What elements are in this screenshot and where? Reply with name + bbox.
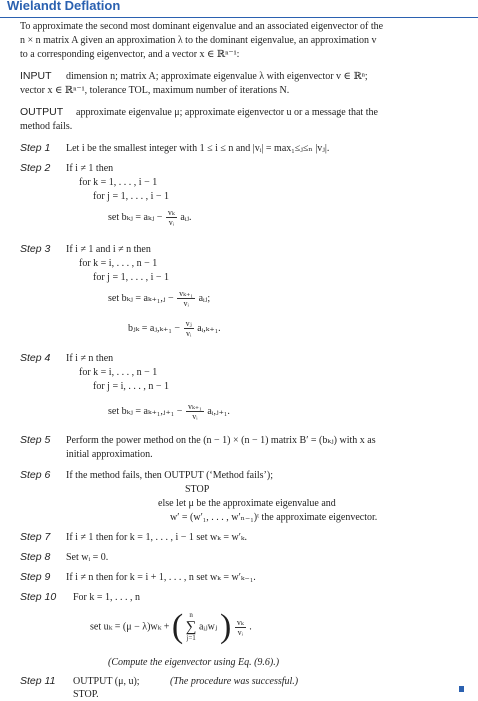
intro-line-3: to a corresponding eigenvector, and a vector x ∈ ℝⁿ⁻¹:	[20, 49, 240, 60]
step-4-den: vᵢ	[192, 412, 198, 421]
step-3-for-j: for j = 1, . . . , i − 1	[93, 272, 169, 283]
step-10-num: vₖ	[236, 617, 244, 627]
step-10-label: Step 10	[20, 591, 57, 603]
step-10-tail: .	[249, 621, 252, 633]
step-9-text: If i ≠ n then for k = i + 1, . . . , n set wₖ = w′ₖ₋₁.	[66, 572, 256, 583]
step-5-line-1: Perform the power method on the (n − 1) × (n − 1) matrix B′ = (bₖⱼ) with x as	[66, 435, 376, 446]
step-2-label: Step 2	[20, 162, 51, 174]
step-10-fraction	[235, 618, 246, 637]
step-3-fraction-2	[184, 319, 194, 338]
step-4-num: vₖ₊₁	[187, 402, 202, 411]
sum-operator	[186, 611, 197, 643]
step-4-formula	[108, 402, 230, 421]
intro-line-1: To approximate the second most dominant eigenvalue and an associated eigenvector of the	[20, 21, 384, 32]
step-4-for-j: for j = i, . . . , n − 1	[93, 381, 169, 392]
step-4-for-k: for k = i, . . . , n − 1	[79, 367, 158, 378]
sum-icon: ∑	[185, 619, 197, 635]
step-4-set: set bₖⱼ = aₖ₊₁,ⱼ₊₁ −	[108, 405, 183, 417]
step-4-label: Step 4	[20, 352, 51, 364]
step-10-den: vᵢ	[237, 627, 243, 637]
step-3-label: Step 3	[20, 243, 51, 255]
step-4-fraction	[186, 402, 204, 421]
step-10-for: For k = 1, . . . , n	[73, 592, 141, 603]
step-6-line-4: w′ = (w′₁, . . . , w′ₙ₋₁)ᵗ the approximate eigenvector.	[170, 512, 378, 523]
step-8-text: Set wᵢ = 0.	[66, 552, 109, 563]
input-label: INPUT	[20, 70, 52, 82]
step-10-comment: (Compute the eigenvector using Eq. (9.6).)	[108, 657, 280, 668]
step-11-comment: (The procedure was successful.)	[170, 676, 299, 687]
step-11-label: Step 11	[20, 675, 56, 687]
right-paren-icon: )	[220, 608, 232, 645]
step-11-output: OUTPUT (μ, u);	[73, 676, 140, 687]
step-2-for-j: for j = 1, . . . , i − 1	[93, 191, 169, 202]
output-line-2: method fails.	[20, 121, 73, 132]
step-3-num-1: vₖ₊₁	[179, 289, 194, 298]
sum-body: aᵢⱼwⱼ	[198, 621, 218, 633]
left-paren-icon: (	[171, 608, 184, 645]
step-6-line-3: else let μ be the approximate eigenvalue and	[158, 498, 336, 509]
step-6-label: Step 6	[20, 469, 51, 481]
step-2-tail: aᵢⱼ.	[180, 211, 192, 223]
step-9-label: Step 9	[20, 571, 51, 583]
step-5-label: Step 5	[20, 434, 51, 446]
step-1-text: Let i be the smallest integer with 1 ≤ i ≤ n and |vᵢ| = max₁≤ⱼ≤ₙ |vⱼ|.	[66, 143, 330, 154]
step-10-formula	[90, 610, 252, 650]
sum-upper-limit: n	[189, 611, 193, 619]
step-5-line-2: initial approximation.	[66, 449, 153, 460]
step-11-stop: STOP.	[73, 689, 99, 700]
step-3-fraction-1	[177, 289, 195, 308]
step-10-set: set uₖ = (μ − λ)wₖ +	[90, 621, 170, 633]
step-3-formula-2	[128, 319, 221, 338]
step-1-label: Step 1	[20, 142, 51, 154]
input-line-1: dimension n; matrix A; approximate eigenvalue λ with eigenvector v ∈ ℝⁿ;	[66, 71, 368, 82]
step-3-formula-1	[108, 289, 210, 308]
step-2-fraction	[166, 208, 177, 227]
step-2-num: vₖ	[167, 208, 175, 217]
step-4-if: If i ≠ n then	[66, 353, 114, 364]
step-3-set-1: set bₖⱼ = aₖ₊₁,ⱼ −	[108, 292, 174, 304]
step-3-set-2: bⱼₖ = aⱼ,ₖ₊₁ −	[128, 322, 181, 334]
step-3-tail-1: aᵢⱼ;	[198, 292, 211, 304]
page-title: Wielandt Deflation	[7, 0, 121, 13]
sum-lower-limit: j=1	[186, 634, 196, 642]
output-line-1: approximate eigenvalue μ; approximate eigenvector u or a message that the	[76, 107, 378, 118]
step-2-den: vᵢ	[168, 218, 175, 227]
title-bar	[0, 0, 478, 18]
step-3-num-2: vⱼ	[185, 319, 192, 328]
end-marker-icon	[459, 686, 464, 692]
output-label: OUTPUT	[20, 106, 64, 118]
step-4-tail: aᵢ,ⱼ₊₁.	[207, 405, 230, 417]
step-7-label: Step 7	[20, 531, 51, 543]
step-8-label: Step 8	[20, 551, 51, 563]
step-2-if: If i ≠ 1 then	[66, 163, 114, 174]
step-3-if: If i ≠ 1 and i ≠ n then	[66, 244, 151, 255]
step-6-stop: STOP	[185, 484, 210, 495]
step-3-den-1: vᵢ	[183, 299, 189, 308]
step-3-tail-2: aᵢ,ₖ₊₁.	[197, 322, 221, 334]
step-6-line-1: If the method fails, then OUTPUT (‘Method fails’);	[66, 470, 273, 481]
step-3-for-k: for k = i, . . . , n − 1	[79, 258, 158, 269]
step-2-set: set bₖⱼ = aₖⱼ −	[108, 211, 163, 223]
step-7-text: If i ≠ 1 then for k = 1, . . . , i − 1 set wₖ = w′ₖ.	[66, 532, 248, 543]
step-2-for-k: for k = 1, . . . , i − 1	[79, 177, 158, 188]
input-line-2: vector x ∈ ℝⁿ⁻¹, tolerance TOL, maximum number of iterations N.	[20, 85, 290, 96]
step-2-formula	[108, 208, 192, 227]
step-3-den-2: vᵢ	[185, 329, 192, 338]
intro-line-2: n × n matrix A given an approximation λ to the dominant eigenvalue, an approximation v	[20, 35, 377, 46]
